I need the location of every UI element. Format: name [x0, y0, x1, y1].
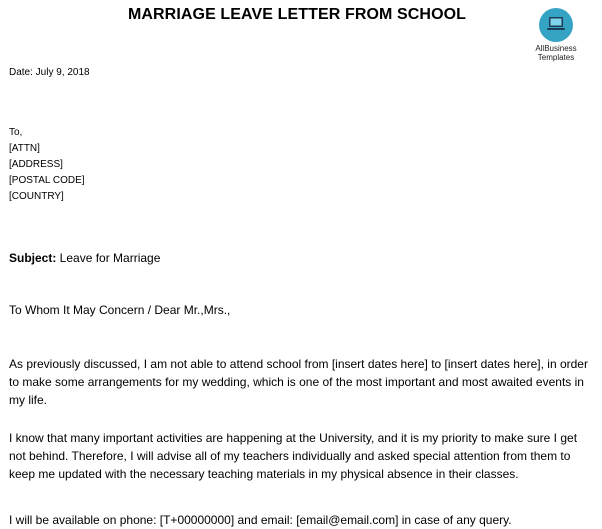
body-paragraph-1: As previously discussed, I am not able to attend school from [insert dates here] to [insert dates here], in order to make some arrangements for my wedding, which is one of the most important and most awaited events in my life.	[9, 357, 588, 407]
laptop-icon	[539, 8, 573, 42]
greeting: To Whom It May Concern / Dear Mr.,Mrs.,	[9, 303, 231, 317]
company-logo	[528, 8, 584, 62]
recipient-attn: [ATTN]	[9, 143, 40, 154]
subject-label: Subject:	[9, 251, 57, 265]
recipient-to: To,	[9, 127, 23, 138]
logo-text-line1: AllBusiness	[535, 44, 577, 53]
body-paragraph-3: I will be available on phone: [T+00000000] and email: [email@email.com] in case of any query.	[9, 513, 512, 527]
letter-date: Date: July 9, 2018	[9, 67, 90, 78]
subject-line	[9, 251, 160, 265]
recipient-block	[9, 125, 85, 205]
recipient-country: [COUNTRY]	[9, 191, 64, 202]
page-title: MARRIAGE LEAVE LETTER FROM SCHOOL	[127, 6, 467, 23]
recipient-postal-code: [POSTAL CODE]	[9, 175, 85, 186]
body-paragraph-2: I know that many important activities are happening at the University, and it is my priority to make sure I get not behind. Therefore, I will advise all of my teachers individually and asked special attention from them to keep me updated with the necessary teaching materials in my physical absence in their classes.	[9, 431, 578, 481]
subject-text: Leave for Marriage	[56, 251, 161, 265]
recipient-address: [ADDRESS]	[9, 159, 63, 170]
logo-text-line2: Templates	[537, 53, 575, 62]
